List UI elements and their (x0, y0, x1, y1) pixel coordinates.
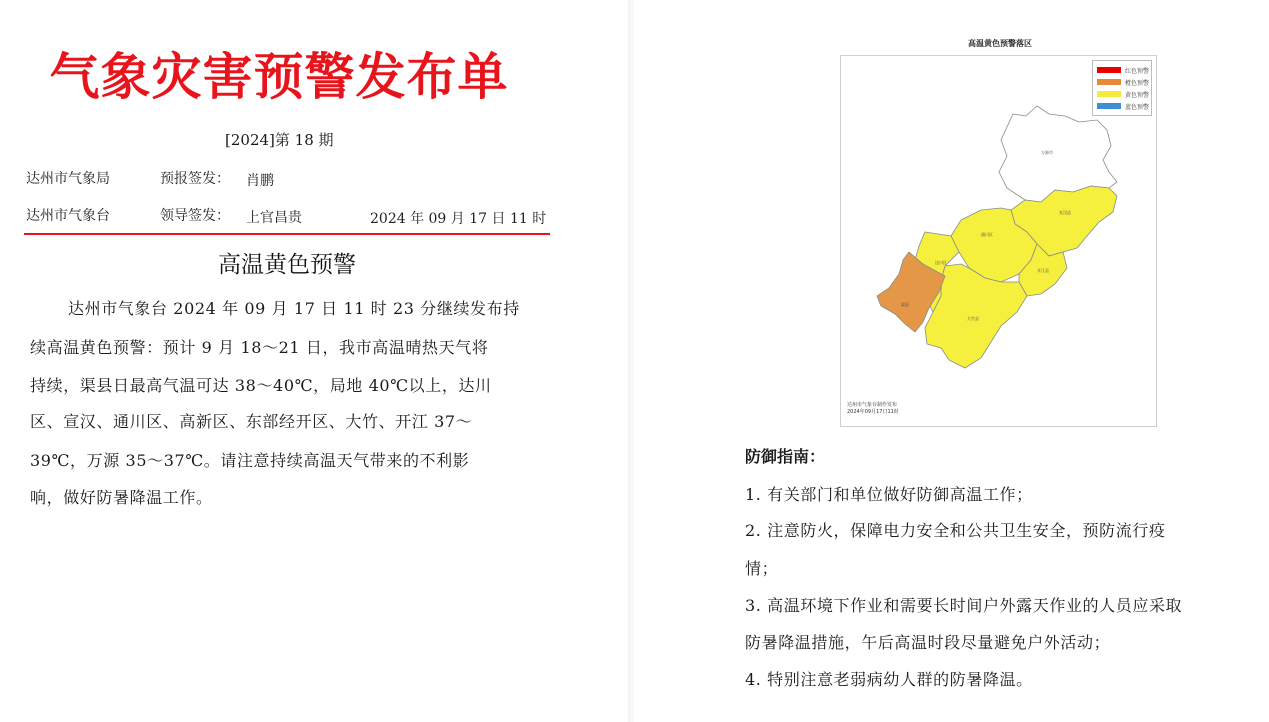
red-divider (24, 233, 550, 235)
map-label-dazhu: 大竹县 (967, 316, 979, 321)
map-label-xuanhan: 宣汉县 (1059, 210, 1071, 215)
warning-title: 高温黄色预警 (218, 252, 356, 278)
map-label-quxian: 渠县 (901, 302, 909, 307)
map-footer-producer: 达州市气象台制作发布 (847, 402, 898, 408)
legend-swatch-red (1097, 67, 1121, 73)
legend-label-orange: 橙色预警 (1125, 80, 1150, 87)
forecast-signer-label: 预报签发： (160, 171, 230, 187)
forecast-signer-name: 肖鹏 (246, 173, 274, 189)
body-line: 续高温黄色预警：预计 9 月 18～21 日，我市高温晴热天气将 (30, 338, 489, 357)
legend-label-blue: 蓝色预警 (1125, 104, 1150, 111)
issuing-bureau: 达州市气象局 (26, 171, 110, 187)
leader-signer-name: 上官昌贵 (246, 210, 302, 226)
legend-swatch-yellow (1097, 91, 1121, 97)
issuing-station: 达州市气象台 (26, 208, 110, 224)
map-legend (1092, 60, 1152, 116)
body-line: 区、宣汉、通川区、高新区、东部经开区、大竹、开江 37～ (30, 412, 473, 431)
guide-item: 1. 有关部门和单位做好防御高温工作； (745, 485, 1033, 504)
legend-swatch-blue (1097, 103, 1121, 109)
guide-heading: 防御指南： (745, 447, 826, 466)
map-label-kaijiang: 开江县 (1037, 268, 1049, 273)
guide-item: 4. 特别注意老弱病幼人群的防暑降温。 (745, 670, 1033, 689)
guide-item-continued: 防暑降温措施，午后高温时段尽量避免户外活动； (745, 633, 1111, 652)
map-footer-time: 2024年09月17日11时 (847, 409, 899, 415)
guide-item-continued: 情； (745, 559, 779, 578)
guide-item: 3. 高温环境下作业和需要长时间户外露天作业的人员应采取 (745, 596, 1183, 615)
map-footer (847, 402, 899, 416)
map-label-wanyuan: 万源市 (1041, 150, 1053, 155)
guide-item: 2. 注意防火，保障电力安全和公共卫生安全，预防流行疫 (745, 521, 1166, 540)
legend-swatch-orange (1097, 79, 1121, 85)
legend-label-yellow: 黄色预警 (1125, 92, 1150, 99)
map-label-tongchuan: 通川区 (981, 232, 993, 237)
body-line: 响，做好防暑降温工作。 (30, 488, 213, 507)
body-line: 达州市气象台 2024 年 09 月 17 日 11 时 23 分继续发布持 (68, 299, 520, 318)
body-line: 持续，渠县日最高气温可达 38～40℃，局地 40℃以上，达川 (30, 376, 492, 395)
issue-datetime: 2024 年 09 月 17 日 11 时 (370, 211, 547, 227)
leader-signer-label: 领导签发： (160, 208, 230, 224)
issue-number: [2024]第 18 期 (225, 131, 334, 149)
map-label-dachuan: 达川区 (935, 260, 947, 265)
map-title: 高温黄色预警落区 (968, 39, 1032, 48)
body-line: 39℃，万源 35～37℃。请注意持续高温天气带来的不利影 (30, 451, 470, 470)
legend-label-red: 红色预警 (1125, 68, 1150, 75)
document-title: 气象灾害预警发布单 (49, 48, 509, 106)
